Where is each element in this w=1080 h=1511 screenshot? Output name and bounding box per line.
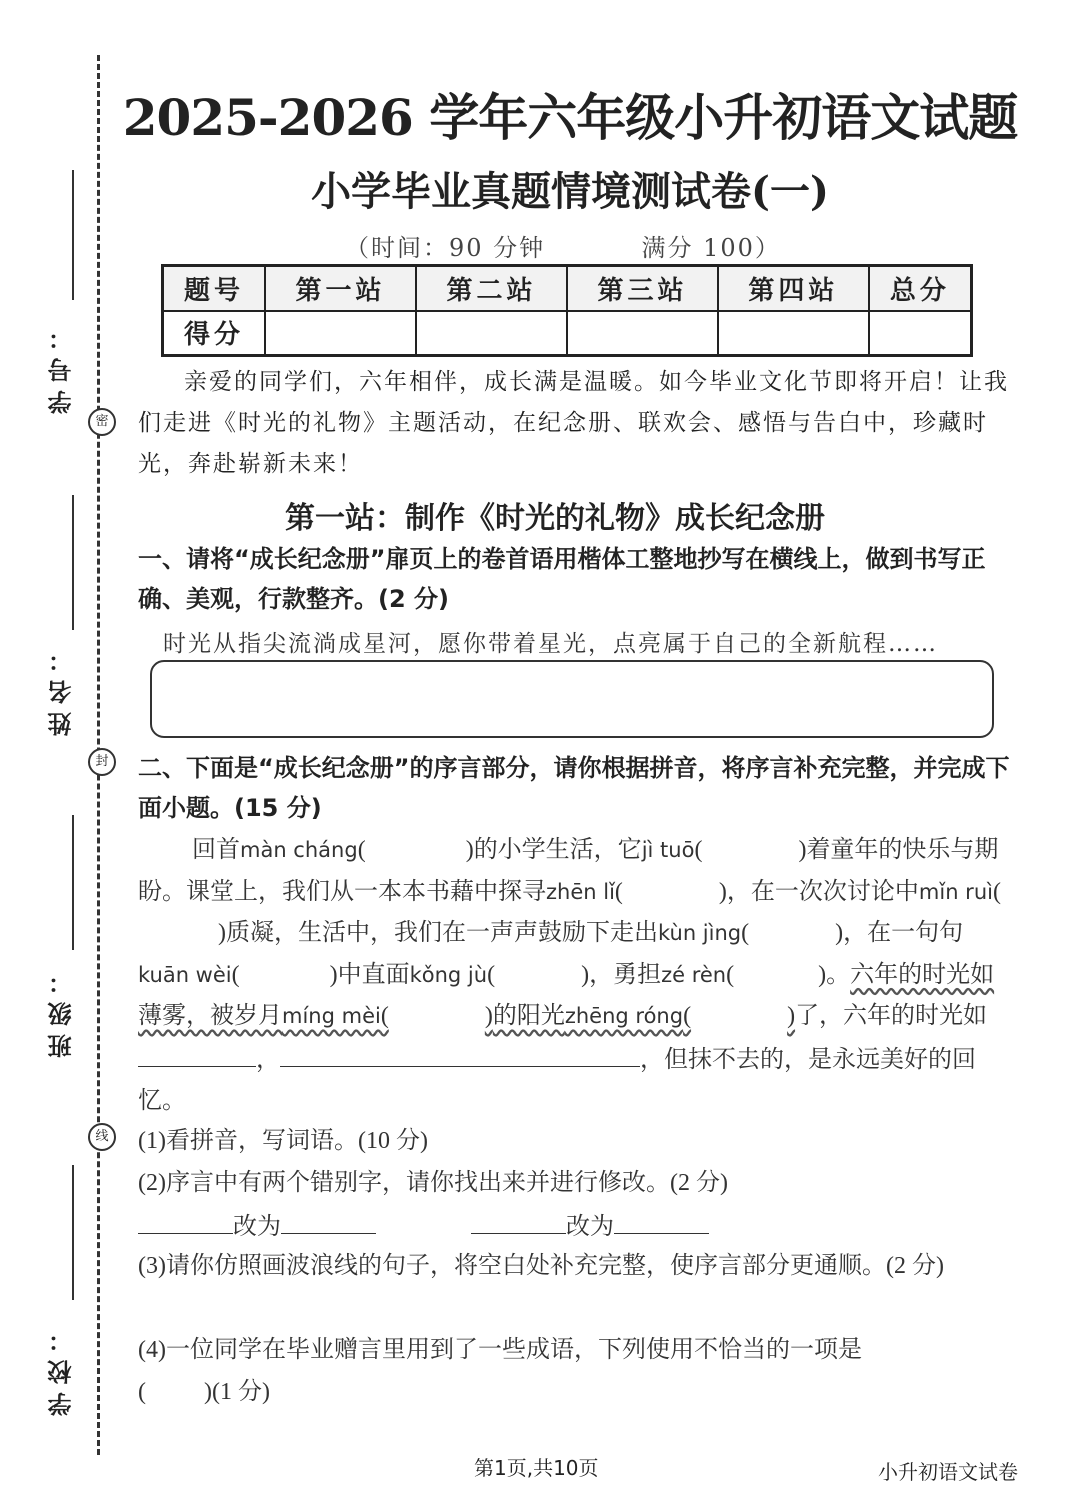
correction-row bbox=[138, 1205, 1008, 1249]
class-line bbox=[72, 815, 74, 950]
pinyin: jì tuō bbox=[641, 838, 695, 862]
footer-title: 小升初语文试卷 bbox=[878, 1460, 1018, 1484]
score-header-cell: 第三站 bbox=[567, 266, 718, 311]
exam-info: （时间：90 分钟 满分 100） bbox=[345, 234, 781, 262]
exam-subtitle: 小学毕业真题情境测试卷(一) bbox=[311, 168, 829, 215]
wrong-char-blank[interactable] bbox=[138, 1205, 233, 1234]
score-header-cell: 第一站 bbox=[265, 266, 416, 311]
passage-text: 。 bbox=[826, 961, 851, 988]
exam-title: 2025-2026 学年六年级小升初语文试题 bbox=[122, 88, 1018, 147]
fill-line[interactable] bbox=[138, 1038, 256, 1067]
school-label: 学校： bbox=[47, 1320, 76, 1416]
sub-question-3: (3)请你仿照画波浪线的句子，将空白处补充完整，使序言部分更通顺。(2 分) bbox=[138, 1253, 944, 1279]
seal-mark-mi: 密 bbox=[88, 408, 116, 436]
pinyin: kǒng jù bbox=[409, 962, 488, 987]
change-to-label: 改为 bbox=[566, 1214, 614, 1240]
sub-question-2: (2)序言中有两个错别字，请你找出来并进行修改。(2 分) bbox=[138, 1170, 728, 1196]
passage-text: 着童年的快乐与期盼。课堂上，我们从一本本书藉中探寻 bbox=[138, 837, 999, 905]
sub-question-4-score: (1 分) bbox=[212, 1378, 270, 1405]
passage-text: ，勇担 bbox=[589, 961, 662, 988]
pinyin: kuān wèi bbox=[138, 962, 232, 987]
student-no-label: 学号： bbox=[47, 318, 76, 414]
passage-text: 了，六年的时光如 bbox=[795, 1003, 988, 1029]
score-header-cell: 第四站 bbox=[718, 266, 869, 311]
seal-mark-feng: 封 bbox=[88, 748, 116, 776]
pinyin: mǐn ruì bbox=[918, 879, 993, 904]
score-header-cell: 题号 bbox=[163, 266, 266, 311]
passage-text: 的小学生活，它 bbox=[473, 837, 642, 863]
sub-question-4-text: (4)一位同学在毕业赠言里用到了一些成语，下列使用不恰当的一项是 bbox=[138, 1337, 862, 1363]
wrong-char-blank[interactable] bbox=[471, 1205, 566, 1234]
passage-text: ，但抹不去的，是永远美好的回忆。 bbox=[138, 1046, 976, 1114]
passage-text: 质凝，生活中，我们在一声声鼓励下走出 bbox=[226, 920, 658, 946]
fill-line[interactable] bbox=[280, 1038, 440, 1067]
sub-question-1: (1)看拼音，写词语。(10 分) bbox=[138, 1128, 428, 1154]
score-input-cell[interactable] bbox=[718, 311, 869, 356]
pinyin: màn cháng bbox=[240, 838, 358, 862]
pinyin: zhēng róng bbox=[564, 1004, 684, 1028]
fill-line[interactable] bbox=[440, 1038, 640, 1067]
wavy-sentence: 的阳光 bbox=[492, 1003, 565, 1029]
page-number: 第1页,共10页 bbox=[474, 1456, 599, 1480]
question-1: 一、请将“成长纪念册”扉页上的卷首语用楷体工整地抄写在横线上，做到书写正确、美观，行款整齐。(2 分) bbox=[138, 545, 986, 613]
preface-passage: 回首màn cháng( )的小学生活，它jì tuō( )着童年的快乐与期盼。课堂上，我们从一本本书藉中探寻zhēn lǐ( )，在一次次讨论中mǐn ruì()质凝，生活中，我们在一声声鼓励下走出kùn jìng( )，在一句句kuān wèi( )中直面kǒng jù( )，勇担zé rèn( )。六年的时光如薄雾，被岁月míng mèi( )的阳光zhēng róng( )了，六年的时光如， ，但抹不去的，是永远美好的回忆。 bbox=[138, 837, 1001, 1114]
sub-question-4: (4)一位同学在毕业赠言里用到了一些成语，下列使用不恰当的一项是 ( )(1 分) bbox=[138, 1337, 862, 1405]
section-title: 第一站：制作《时光的礼物》成长纪念册 bbox=[285, 501, 825, 536]
passage-text: ，在一次次讨论中 bbox=[726, 878, 919, 905]
change-to-label: 改为 bbox=[233, 1214, 281, 1240]
handwriting-box[interactable] bbox=[150, 660, 994, 738]
score-input-cell[interactable] bbox=[416, 311, 567, 356]
pinyin: kùn jìng bbox=[658, 921, 742, 945]
seal-mark-xian: 线 bbox=[88, 1123, 116, 1151]
correct-char-blank[interactable] bbox=[614, 1205, 709, 1234]
question-2: 二、下面是“成长纪念册”的序言部分，请你根据拼音，将序言补充完整，并完成下面小题。(15 分) bbox=[138, 754, 1010, 822]
intro-paragraph: 亲爱的同学们，六年相伴，成长满是温暖。如今毕业文化节即将开启！让我们走进《时光的礼物》主题活动，在纪念册、联欢会、感悟与告白中，珍藏时光，奔赴崭新未来！ bbox=[138, 369, 1009, 477]
pinyin: zhēn lǐ bbox=[546, 879, 615, 904]
school-line bbox=[72, 1165, 74, 1300]
copy-text: 时光从指尖流淌成星河，愿你带着星光，点亮属于自己的全新航程…… bbox=[163, 631, 938, 657]
score-row-label: 得分 bbox=[163, 311, 266, 356]
wavy-sentence: 六年的时光如薄雾，被岁月 bbox=[138, 961, 995, 1029]
score-input-cell[interactable] bbox=[869, 311, 972, 356]
passage-text: 中直面 bbox=[337, 961, 410, 988]
score-input-cell[interactable] bbox=[265, 311, 416, 356]
passage-text: ，在一句句 bbox=[843, 920, 964, 946]
score-table bbox=[161, 264, 973, 357]
pinyin: zé rèn bbox=[661, 962, 727, 987]
name-label: 姓名： bbox=[47, 640, 76, 736]
score-input-cell[interactable] bbox=[567, 311, 718, 356]
name-line bbox=[72, 495, 74, 630]
pinyin: míng mèi bbox=[282, 1004, 381, 1028]
score-header-cell: 第二站 bbox=[416, 266, 567, 311]
score-header-cell: 总分 bbox=[869, 266, 972, 311]
passage-text: 回首 bbox=[192, 837, 240, 863]
class-label: 班级： bbox=[47, 962, 76, 1058]
correct-char-blank[interactable] bbox=[281, 1205, 376, 1234]
